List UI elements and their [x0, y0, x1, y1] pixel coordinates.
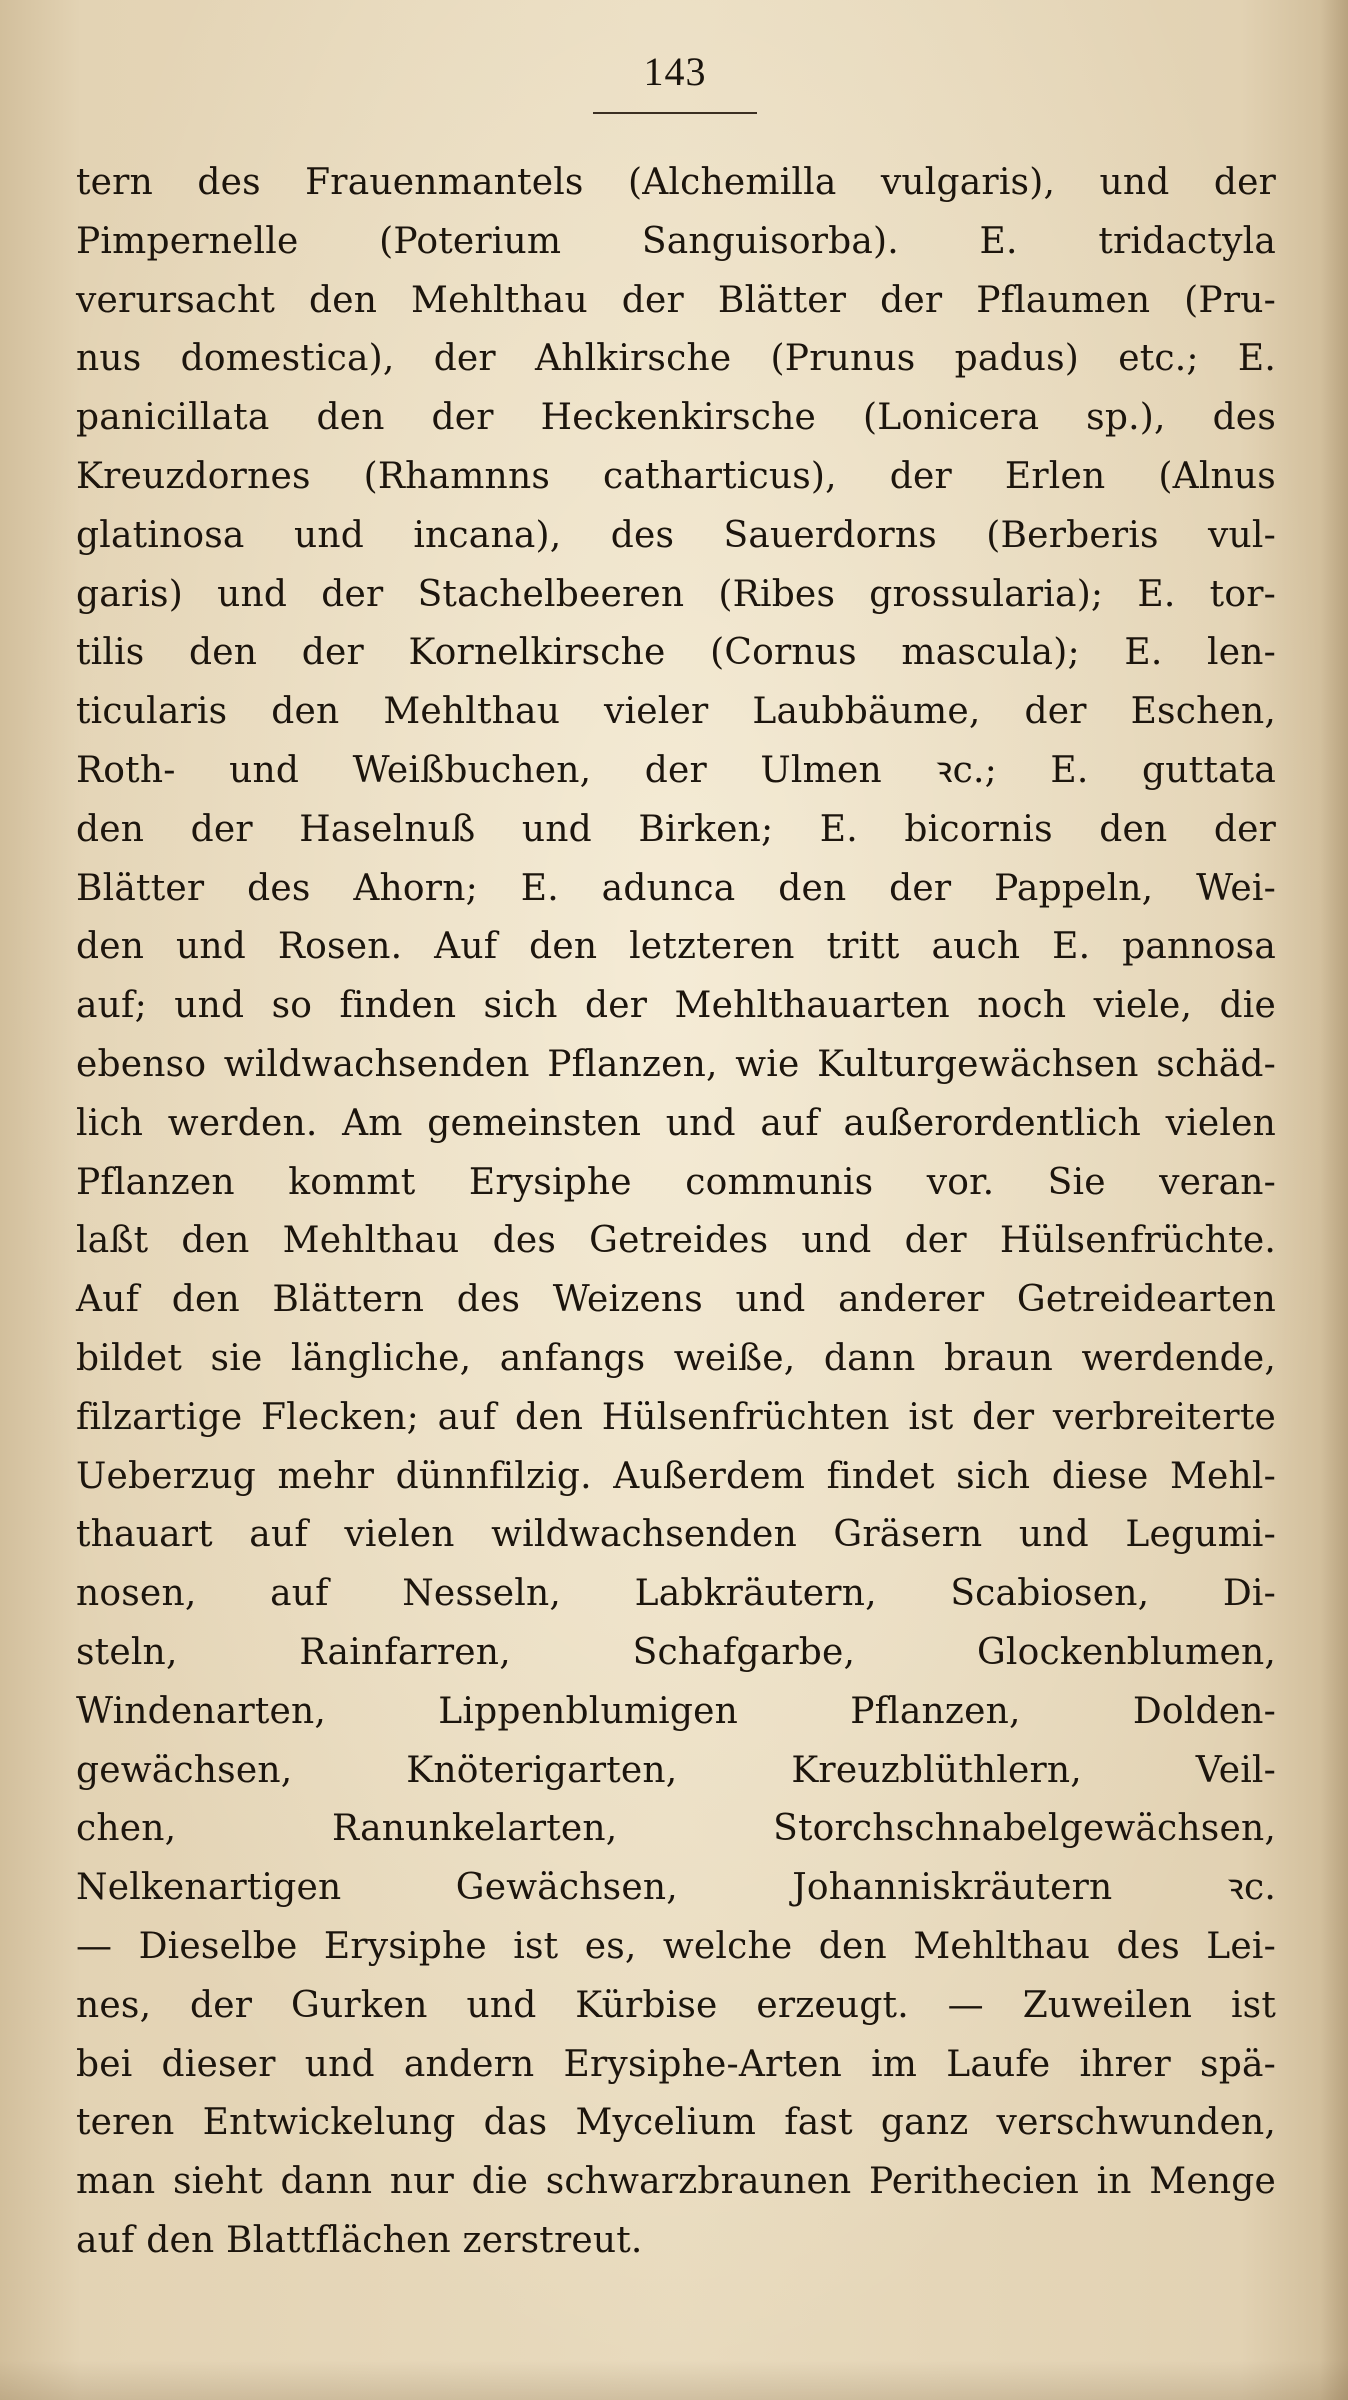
text-line: ticularis den Mehlthau vieler Laubbäume, der Eschen, — [76, 691, 1276, 733]
text-line: panicillata den der Heckenkirsche (Lonicera sp.), des — [76, 397, 1276, 439]
text-line: glatinosa und incana), des Sauerdorns (Berberis vul- — [76, 514, 1276, 556]
text-line: Pflanzen kommt Erysiphe communis vor. Sie veran- — [76, 1161, 1276, 1203]
text-line: Nelkenartigen Gewächsen, Johanniskräutern ꝛc. — [76, 1867, 1276, 1909]
text-line: filzartige Flecken; auf den Hülsenfrüchten ist der verbreiterte — [76, 1396, 1276, 1438]
text-line: nus domestica), der Ahlkirsche (Prunus padus) etc.; E. — [76, 338, 1276, 380]
text-line: auf; und so finden sich der Mehlthauarten noch viele, die — [76, 985, 1276, 1027]
text-line: Kreuzdornes (Rhamnns catharticus), der Erlen (Alnus — [76, 455, 1276, 497]
page-edge-shadow-bottom — [0, 2360, 1348, 2400]
text-line: Auf den Blättern des Weizens und anderer Getreidearten — [76, 1279, 1276, 1321]
text-line: Windenarten, Lippenblumigen Pflanzen, Dolden- — [76, 1690, 1276, 1732]
text-line: nes, der Gurken und Kürbise erzeugt. — Zuweilen ist — [76, 1984, 1276, 2026]
text-line: Ueberzug mehr dünnfilzig. Außerdem findet sich diese Mehl- — [76, 1455, 1276, 1497]
text-line: den und Rosen. Auf den letzteren tritt auch E. pannosa — [76, 926, 1276, 968]
text-line: nosen, auf Nesseln, Labkräutern, Scabiosen, Di- — [76, 1573, 1276, 1615]
text-line: man sieht dann nur die schwarzbraunen Perithecien in Menge — [76, 2161, 1276, 2203]
text-line: tilis den der Kornelkirsche (Cornus mascula); E. len- — [76, 632, 1276, 674]
text-line: steln, Rainfarren, Schafgarbe, Glockenblumen, — [76, 1631, 1276, 1673]
text-line: laßt den Mehlthau des Getreides und der Hülsenfrüchte. — [76, 1220, 1276, 1262]
text-line: Pimpernelle (Poterium Sanguisorba). E. tridactyla — [76, 220, 1276, 262]
text-line: bildet sie längliche, anfangs weiße, dann braun werdende, — [76, 1337, 1276, 1379]
text-line: chen, Ranunkelarten, Storchschnabelgewächsen, — [76, 1808, 1276, 1850]
text-line: thauart auf vielen wildwachsenden Gräsern und Legumi- — [76, 1514, 1276, 1556]
text-line: tern des Frauenmantels (Alchemilla vulgaris), und der — [76, 162, 1276, 203]
page-number: 143 — [643, 49, 707, 94]
text-line: teren Entwickelung das Mycelium fast ganz verschwunden, — [76, 2102, 1276, 2144]
text-line: Blätter des Ahorn; E. adunca den der Pappeln, Wei- — [76, 867, 1276, 909]
text-line-last: auf den Blattflächen zerstreut. — [76, 2219, 643, 2261]
text-line: Roth- und Weißbuchen, der Ulmen ꝛc.; E. guttata — [76, 749, 1276, 791]
header-rule — [593, 112, 757, 114]
text-line: bei dieser und andern Erysiphe-Arten im Laufe ihrer spä- — [76, 2043, 1276, 2085]
text-line: verursacht den Mehlthau der Blätter der Pflaumen (Pru- — [76, 279, 1276, 321]
text-line: gewächsen, Knöterigarten, Kreuzblüthlern, Veil- — [76, 1749, 1276, 1791]
text-line: — Dieselbe Erysiphe ist es, welche den Mehlthau des Lei- — [76, 1925, 1276, 1967]
page-edge-shadow-right — [1320, 0, 1348, 2400]
text-line: den der Haselnuß und Birken; E. bicornis den der — [76, 808, 1276, 850]
body-text — [76, 154, 1276, 2271]
text-line: lich werden. Am gemeinsten und auf außerordentlich vielen — [76, 1102, 1276, 1144]
text-line: garis) und der Stachelbeeren (Ribes grossularia); E. tor- — [76, 573, 1276, 615]
text-line: ebenso wildwachsenden Pflanzen, wie Kulturgewächsen schäd- — [76, 1043, 1276, 1085]
